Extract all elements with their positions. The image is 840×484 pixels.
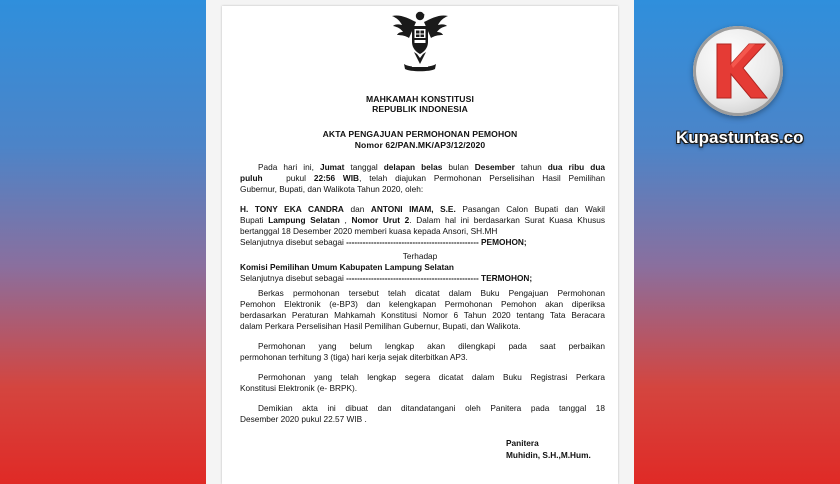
paragraph-closing-line-2: Desember 2020 pukul 22.57 WIB . (240, 414, 367, 424)
paragraph-opening-line-2: puluh pukul 22:56 WIB, telah diajukan Permohonan Perselisihan Hasil Pemilihan (240, 173, 605, 183)
paragraph-opening-line-3: Gubernur, Bupati, dan Walikota Tahun 2020, oleh: (240, 184, 424, 194)
document-page (222, 6, 618, 484)
paragraph-filing-line-1: Berkas permohonan tersebut telah dicatat dalam Buku Pengajuan Permohonan (258, 288, 605, 298)
paragraph-incomplete-line-1: Permohonan yang belum lengkap akan dilengkapi pada saat perbaikan (258, 341, 605, 351)
country-name: REPUBLIK INDONESIA (372, 104, 468, 114)
document-title: AKTA PENGAJUAN PERMOHONAN PEMOHON (322, 129, 518, 139)
applicant-line-1: H. TONY EKA CANDRA dan ANTONI IMAM, S.E. Pasangan Calon Bupati dan Wakil (240, 204, 605, 214)
paragraph-filing-line-3: berdasarkan Peraturan Mahkamah Konstitusi Nomor 6 Tahun 2020 tentang Tata Beracara (240, 310, 605, 320)
respondent-name: Komisi Pemilihan Umum Kabupaten Lampung Selatan (240, 262, 454, 272)
applicant-line-3: bertanggal 18 Desember 2020 memberi kuasa kepada Ansori, SH.MH (240, 226, 498, 236)
garuda-emblem-icon (390, 8, 450, 76)
termohon-designation: Selanjutnya disebut sebagai ------------------------------------------------ TERMOHON; (240, 273, 533, 283)
paragraph-incomplete-line-2: permohonan terhitung 3 (tiga) hari kerja sejak diterbitkan AP3. (240, 352, 468, 362)
signer-role: Panitera (506, 438, 539, 448)
paragraph-closing-line-1: Demikian akta ini dibuat dan ditandatangani oleh Panitera pada tanggal 18 (258, 403, 605, 413)
paragraph-filing-line-4: dalam Perkara Perselisihan Hasil Pemilihan Gubernur, Bupati, dan Walikota. (240, 321, 521, 331)
paragraph-complete-line-1: Permohonan yang telah lengkap segera dicatat dalam Buku Registrasi Perkara (258, 372, 605, 382)
terhadap-label: Terhadap (402, 251, 438, 261)
brand-name: Kupastuntas.co (676, 128, 804, 147)
applicant-line-2: Bupati Lampung Selatan , Nomor Urut 2. Dalam hal ini berdasarkan Surat Kuasa Khusus (240, 215, 605, 225)
document-number: Nomor 62/PAN.MK/AP3/12/2020 (354, 140, 486, 150)
pemohon-designation: Selanjutnya disebut sebagai ------------------------------------------------ PEMOHON; (240, 237, 527, 247)
institution-name: MAHKAMAH KONSTITUSI (366, 94, 474, 104)
k-logo-icon (693, 26, 783, 116)
paragraph-opening-line-1: Pada hari ini, Jumat tanggal delapan belas bulan Desember tahun dua ribu dua (258, 162, 605, 172)
k-letter-icon (711, 40, 769, 102)
paragraph-complete-line-2: Konstitusi Elektronik (e- BRPK). (240, 383, 358, 393)
paragraph-filing-line-2: Pemohon Elektronik (e-BP3) dan kelengkapan Permohonan Pemohon akan diperiksa (240, 299, 605, 309)
signer-name: Muhidin, S.H.,M.Hum. (506, 450, 591, 460)
